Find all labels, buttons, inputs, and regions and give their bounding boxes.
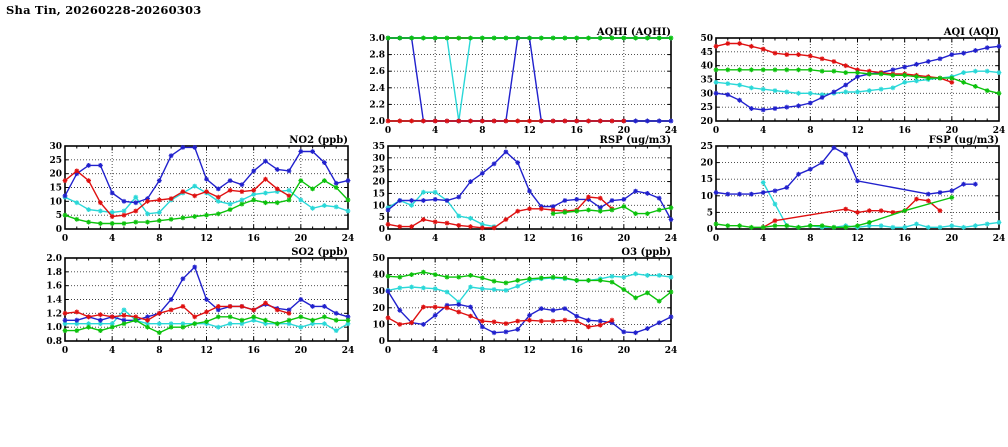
svg-text:16: 16 [898,126,911,136]
svg-text:SO2 (ppb): SO2 (ppb) [291,247,348,258]
svg-text:8: 8 [479,234,486,244]
svg-text:0: 0 [706,225,713,235]
svg-text:12: 12 [523,126,536,136]
svg-text:0: 0 [378,225,385,235]
svg-text:45: 45 [700,47,713,58]
svg-text:0: 0 [378,337,385,347]
svg-text:16: 16 [570,126,583,136]
svg-text:5: 5 [55,211,62,222]
svg-text:30: 30 [49,142,62,152]
svg-text:12: 12 [200,234,213,244]
svg-text:2.2: 2.2 [369,100,385,111]
svg-text:24: 24 [341,346,355,356]
svg-text:1.0: 1.0 [46,323,62,334]
svg-text:5: 5 [378,213,385,224]
svg-text:16: 16 [247,346,260,356]
svg-text:40: 40 [700,61,713,72]
svg-text:12: 12 [523,234,536,244]
svg-text:20: 20 [617,126,631,136]
svg-text:12: 12 [200,346,213,356]
svg-text:24: 24 [664,234,678,244]
svg-text:0: 0 [61,234,69,244]
svg-text:8: 8 [807,234,814,244]
svg-text:1.8: 1.8 [46,267,62,278]
svg-text:8: 8 [807,126,814,136]
svg-text:2.6: 2.6 [369,67,385,78]
svg-text:1.6: 1.6 [46,281,62,292]
svg-text:0: 0 [55,225,62,235]
svg-text:16: 16 [247,234,260,244]
svg-text:4: 4 [109,346,116,356]
svg-text:0: 0 [712,126,720,136]
svg-text:16: 16 [570,234,583,244]
svg-text:25: 25 [700,142,713,152]
svg-text:2.0: 2.0 [46,254,62,264]
svg-text:AQHI (AQHI): AQHI (AQHI) [596,27,671,38]
svg-text:0: 0 [384,234,392,244]
svg-text:12: 12 [851,234,864,244]
so2-plot [41,245,357,358]
rsp-plot [364,133,680,246]
page-title: Sha Tin, 20260228-20260303 [6,3,202,17]
svg-text:40: 40 [372,270,385,281]
svg-text:15: 15 [700,175,713,186]
svg-text:RSP (ug/m3): RSP (ug/m3) [599,135,671,146]
aqhi-plot [364,25,680,138]
svg-text:4: 4 [109,234,116,244]
svg-text:2.4: 2.4 [369,83,385,94]
svg-text:24: 24 [664,346,678,356]
svg-text:50: 50 [700,34,713,44]
svg-text:4: 4 [432,234,439,244]
svg-text:0: 0 [61,346,69,356]
no2-plot [41,133,357,246]
svg-text:20: 20 [945,234,959,244]
svg-text:24: 24 [664,126,678,136]
svg-text:35: 35 [372,142,385,152]
chart-so2 [41,245,357,358]
svg-text:20: 20 [372,303,385,314]
svg-text:10: 10 [49,197,62,208]
chart-no2 [41,133,357,246]
svg-text:15: 15 [372,189,385,200]
svg-text:8: 8 [156,346,163,356]
svg-text:20: 20 [700,158,713,169]
svg-text:2.8: 2.8 [369,50,385,61]
svg-text:0: 0 [712,234,720,244]
svg-text:20: 20 [294,234,308,244]
svg-text:8: 8 [479,126,486,136]
svg-text:4: 4 [760,126,767,136]
svg-text:24: 24 [341,234,355,244]
svg-text:10: 10 [372,320,385,331]
svg-text:O3 (ppb): O3 (ppb) [621,247,671,258]
chart-aqhi [364,25,680,138]
svg-text:FSP (ug/m3): FSP (ug/m3) [928,135,999,146]
svg-text:12: 12 [523,346,536,356]
svg-text:30: 30 [700,89,713,100]
svg-text:0.8: 0.8 [46,337,62,347]
svg-text:25: 25 [700,103,713,114]
svg-text:1.2: 1.2 [46,309,62,320]
svg-text:10: 10 [372,201,385,212]
chart-rsp [364,133,680,246]
svg-text:50: 50 [372,254,385,264]
svg-text:20: 20 [945,126,959,136]
chart-aqi [692,25,1008,138]
svg-text:8: 8 [156,234,163,244]
svg-text:2.0: 2.0 [369,117,385,127]
o3-plot [364,245,680,358]
svg-text:16: 16 [570,346,583,356]
svg-text:20: 20 [49,169,62,180]
svg-text:12: 12 [851,126,864,136]
svg-text:1.4: 1.4 [46,295,62,306]
svg-text:35: 35 [700,75,713,86]
svg-text:5: 5 [706,208,713,219]
svg-text:30: 30 [372,153,385,164]
svg-text:4: 4 [432,126,439,136]
svg-text:15: 15 [49,183,62,194]
fsp-plot [692,133,1008,246]
svg-text:4: 4 [760,234,767,244]
svg-text:NO2 (ppb): NO2 (ppb) [289,135,348,146]
svg-text:0: 0 [384,126,392,136]
svg-text:20: 20 [372,177,385,188]
svg-text:20: 20 [617,234,631,244]
svg-text:25: 25 [49,155,62,166]
svg-text:20: 20 [617,346,631,356]
svg-text:24: 24 [992,234,1006,244]
svg-text:3.0: 3.0 [369,34,385,44]
svg-text:20: 20 [294,346,308,356]
svg-text:25: 25 [372,165,385,176]
aqi-plot [692,25,1008,138]
svg-text:8: 8 [479,346,486,356]
svg-text:24: 24 [992,126,1006,136]
svg-text:16: 16 [898,234,911,244]
svg-text:0: 0 [384,346,392,356]
chart-fsp [692,133,1008,246]
svg-text:AQI (AQI): AQI (AQI) [943,27,999,38]
svg-text:30: 30 [372,287,385,298]
svg-text:4: 4 [432,346,439,356]
svg-text:20: 20 [700,117,713,127]
chart-o3 [364,245,680,358]
svg-text:10: 10 [700,191,713,202]
